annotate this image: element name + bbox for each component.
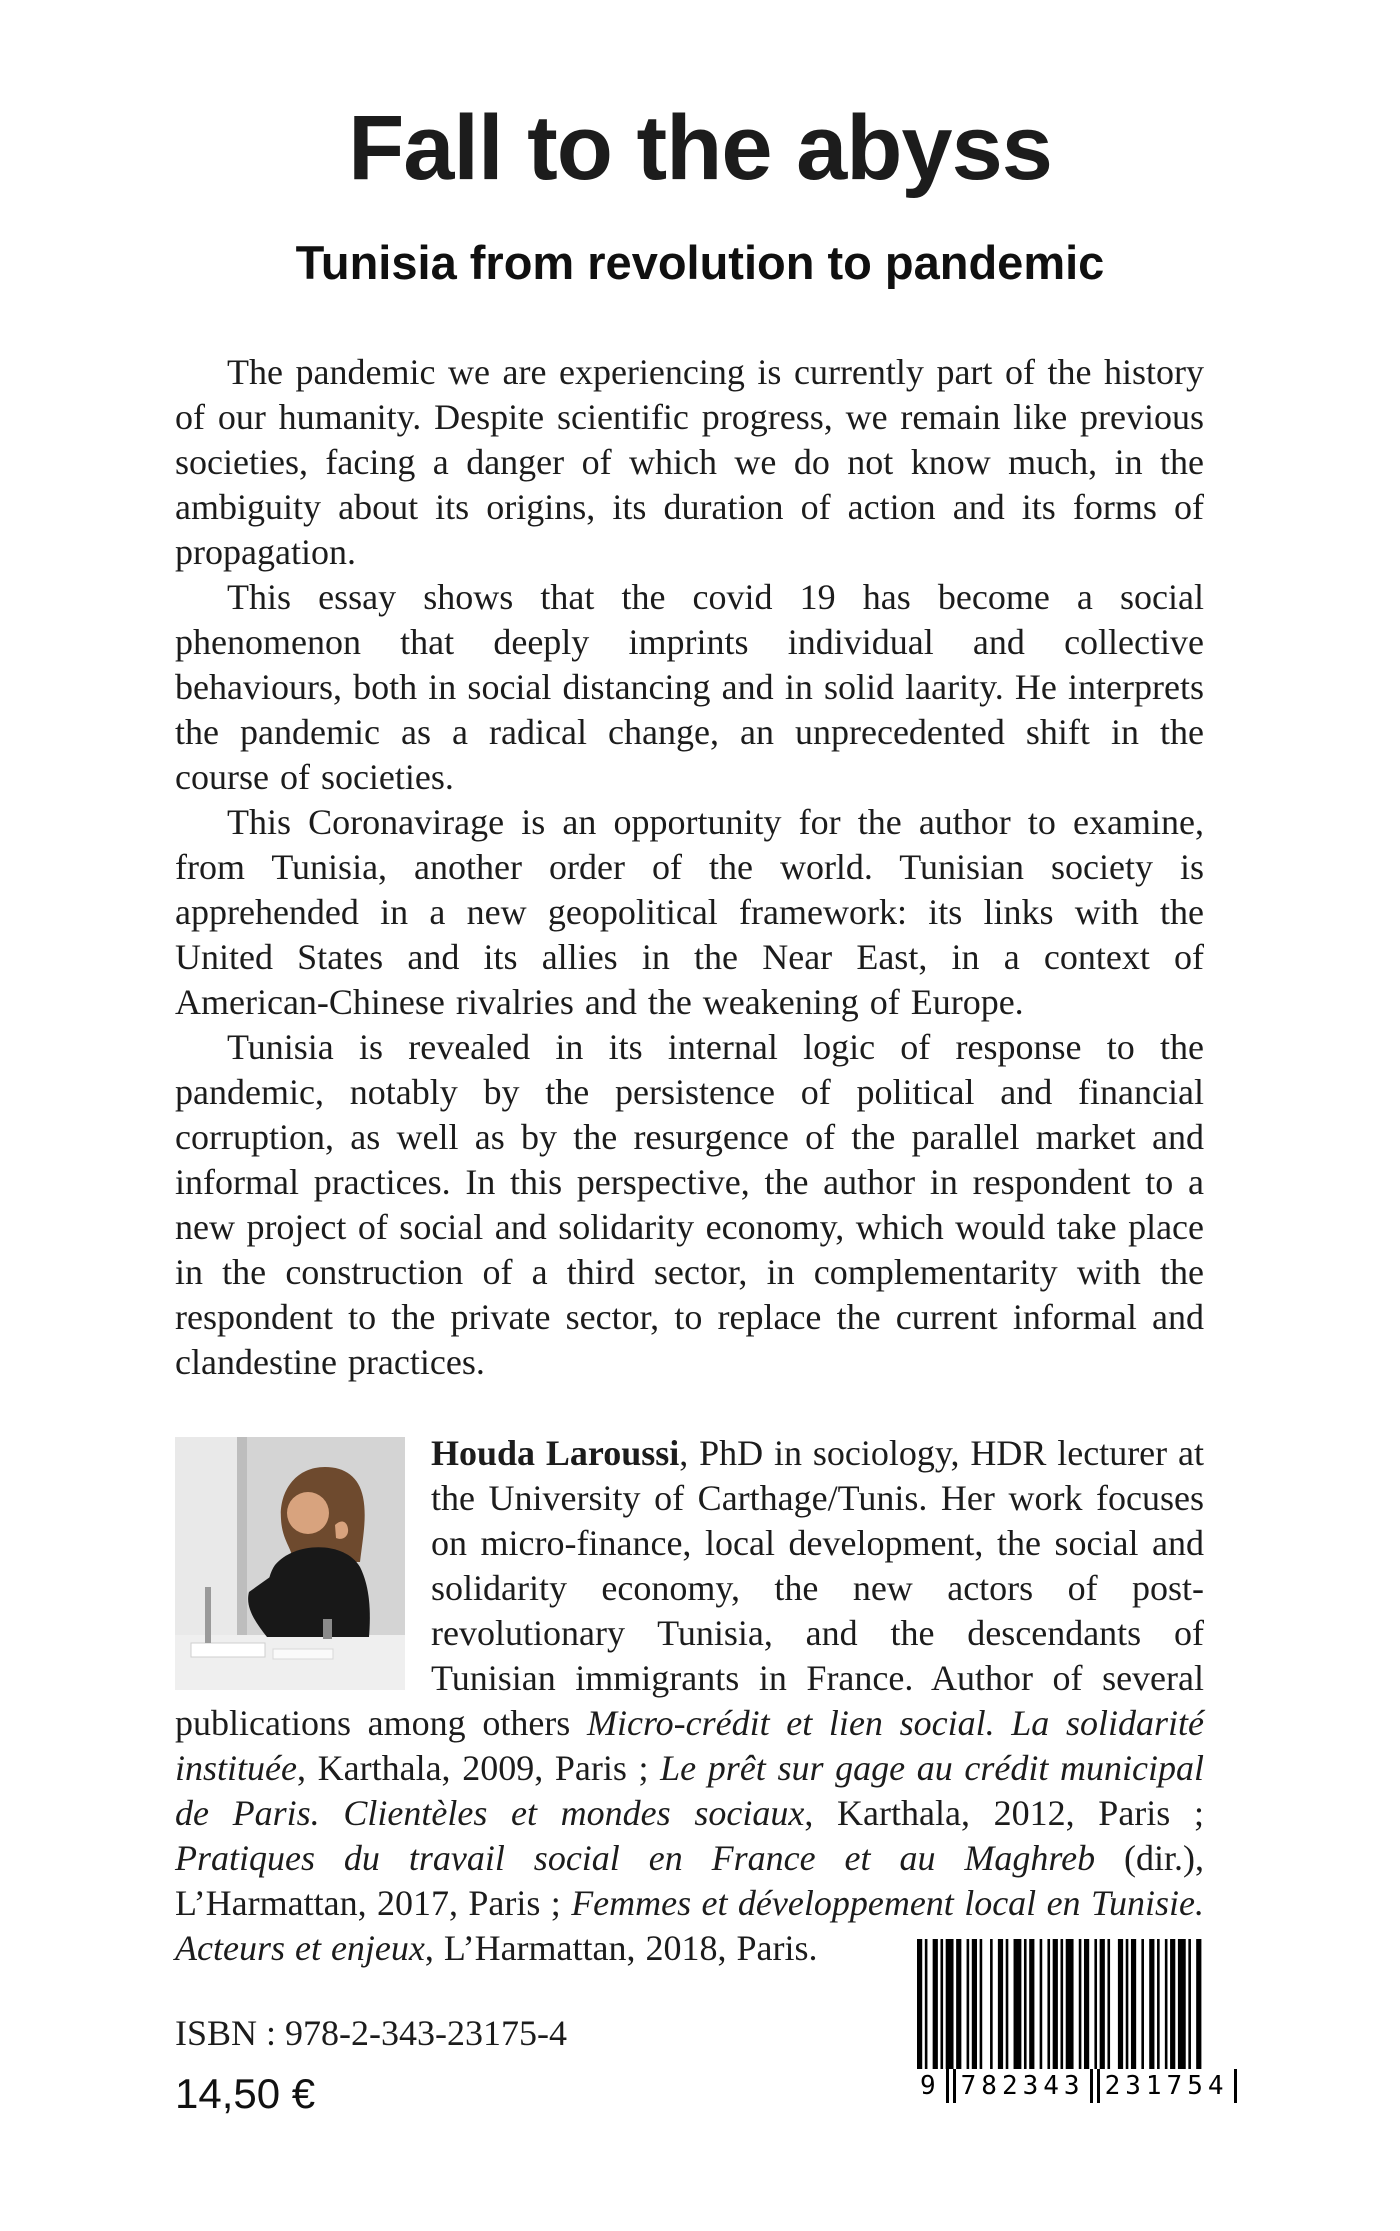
synopsis-paragraph: This essay shows that the covid 19 has become a social phenomenon that deeply imprints individual and collective behaviours, both in social distancing and in solid laarity. He interprets the pandemic as a radical change, an unprecedented shift in the course of societies. bbox=[175, 577, 1204, 797]
isbn-text: ISBN : 978-2-343-23175-4 bbox=[175, 2013, 567, 2053]
barcode-digit-group: 231754 bbox=[1104, 2071, 1229, 2101]
bio-segment: Le prêt sur gage au crédit municipal de Paris. Clientèles et mondes sociaux bbox=[175, 1748, 1204, 1833]
barcode-guard-bar bbox=[1097, 2069, 1100, 2103]
barcode-guard-bar bbox=[1090, 2069, 1093, 2103]
synopsis bbox=[175, 350, 1204, 1385]
barcode-digit-group: 782343 bbox=[960, 2071, 1085, 2101]
bio-segment: , Karthala, 2009, Paris ; bbox=[296, 1748, 661, 1788]
barcode-guard-bar bbox=[953, 2069, 956, 2103]
barcode bbox=[917, 1939, 1229, 2103]
barcode-guard-bar bbox=[946, 2069, 949, 2103]
synopsis-paragraph: The pandemic we are experiencing is currently part of the history of our humanity. Despite scientific progress, we remain like previous societies, facing a danger of which we do not know much, in the ambiguity about its origins, its duration of action and its forms of propagation. bbox=[175, 352, 1204, 572]
price-text: 14,50 € bbox=[175, 2070, 316, 2117]
bio-segment: Femmes et développement local en Tunisie. Acteurs et enjeux bbox=[175, 1883, 1204, 1968]
book-title: Fall to the abyss bbox=[348, 97, 1052, 199]
bio-segment: , PhD in sociology, HDR lecturer at the University of Carthage/Tunis. Her work focuses on micro-finance, local development, the social and solidarity economy, the new actors of post-revolutionary Tunisia, and the descendants of Tunisian immigrants in France. Author of several publications among others bbox=[175, 1433, 1204, 1743]
barcode-digit-group: 9 bbox=[920, 2071, 941, 2101]
book-subtitle: Tunisia from revolution to pandemic bbox=[295, 236, 1105, 289]
bio-segment: Houda Laroussi bbox=[431, 1433, 680, 1473]
synopsis-paragraph: This Coronavirage is an opportunity for the author to examine, from Tunisia, another order of the world. Tunisian society is apprehended in a new geopolitical framework: its links with the United States and its allies in the Near East, in a context of American-Chinese rivalries and the weakening of Europe. bbox=[175, 802, 1204, 1022]
synopsis-paragraph: Tunisia is revealed in its internal logic of response to the pandemic, notably by the persistence of political and financial corruption, as well as by the resurgence of the parallel market and informal practices. In this perspective, the author in respondent to a new project of social and solidarity economy, which would take place in the construction of a third sector, in complementarity with the respondent to the private sector, to replace the current informal and clandestine practices. bbox=[175, 1027, 1204, 1382]
bio-segment: Micro-crédit et lien social. La solidarité instituée bbox=[175, 1703, 1204, 1788]
bio-segment: Pratiques du travail social en France et au Maghreb bbox=[175, 1838, 1096, 1878]
bio-segment: , Karthala, 2012, Paris ; bbox=[804, 1793, 1204, 1833]
barcode-guard-bar bbox=[1234, 2069, 1237, 2103]
author-photo bbox=[175, 1437, 405, 1690]
barcode-digits bbox=[917, 2069, 1229, 2103]
bio-segment: , L’Harmattan, 2018, Paris. bbox=[424, 1928, 818, 1968]
author-bio bbox=[175, 1431, 1204, 1971]
barcode-bars bbox=[917, 1939, 1204, 2069]
bio-segment: (dir.), L’Harmattan, 2017, Paris ; bbox=[175, 1838, 1204, 1923]
author-photo-illustration bbox=[175, 1437, 405, 1690]
